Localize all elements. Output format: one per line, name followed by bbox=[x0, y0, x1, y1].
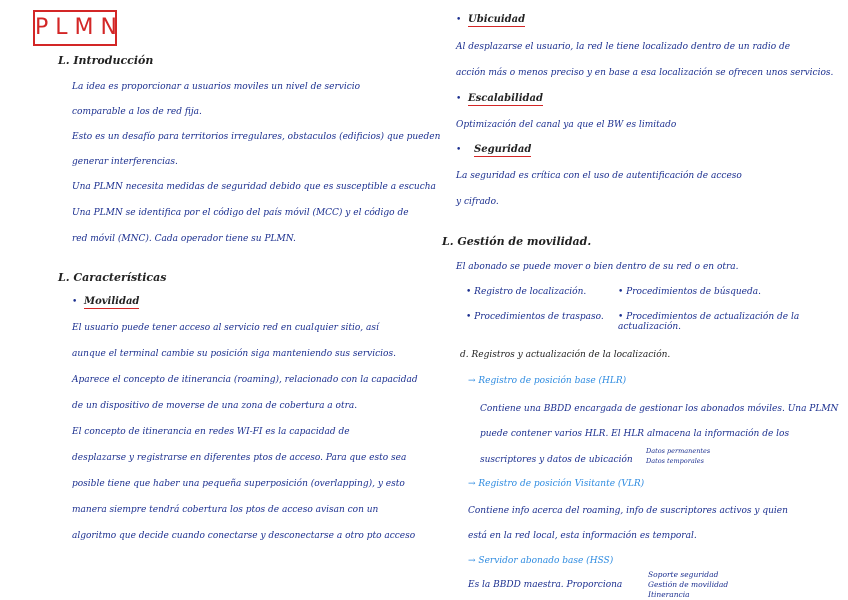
hlr-line: Contiene una BBDD encargada de gestionar los abonados móviles. Una PLMN bbox=[480, 404, 839, 414]
gestion-bullet: • Procedimientos de búsqueda. bbox=[618, 287, 762, 297]
ubicuidad-line: Al desplazarse el usuario, la red le tiene localizado dentro de un radio de bbox=[456, 42, 791, 52]
hlr-line: suscriptores y datos de ubicación bbox=[480, 455, 633, 465]
bullet-icon: • bbox=[72, 297, 78, 307]
gestion-bullet: • Procedimientos de actualización de la actualización. bbox=[618, 312, 800, 332]
vlr-line: está en la red local, esta información es temporal. bbox=[468, 531, 697, 541]
movilidad-line: Aparece el concepto de itinerancia (roaming), relacionado con la capacidad bbox=[72, 375, 418, 385]
bullet-icon: • bbox=[456, 94, 462, 104]
movilidad-line: desplazarse y registrarse en diferentes ptos de acceso. Para que esto sea bbox=[72, 453, 407, 463]
movilidad-line: El usuario puede tener acceso al servicio red en cualquier sitio, así bbox=[72, 323, 379, 333]
characteristics-heading: L. Características bbox=[58, 271, 167, 284]
movilidad-line: aunque el terminal cambie su posición siga manteniendo sus servicios. bbox=[72, 349, 396, 359]
hlr-branch: Datos permanentes bbox=[646, 447, 711, 455]
hss-line: Es la BBDD maestra. Proporciona bbox=[468, 580, 623, 590]
vlr-label: → Registro de posición Visitante (VLR) bbox=[468, 479, 645, 489]
gestion-bullet: • Registro de localización. bbox=[466, 287, 587, 297]
movilidad-line: posible tiene que haber una pequeña superposición (overlapping), y esto bbox=[72, 479, 405, 489]
intro-line: La idea es proporcionar a usuarios moviles un nivel de servicio bbox=[72, 82, 361, 92]
movilidad-line: de un dispositivo de moverse de una zona de cobertura a otra. bbox=[72, 401, 358, 411]
intro-line: red móvil (MNC). Cada operador tiene su PLMN. bbox=[72, 234, 296, 244]
intro-line: generar interferencias. bbox=[72, 157, 178, 167]
hss-branch: Gestión de movilidad bbox=[648, 580, 729, 589]
intro-line: Una PLMN se identifica por el código del país móvil (MCC) y el código de bbox=[72, 208, 409, 218]
escalabilidad-label: Escalabilidad bbox=[468, 93, 543, 104]
registros-heading: d. Registros y actualización de la localización. bbox=[460, 350, 671, 360]
page-title: PLMN bbox=[33, 10, 117, 46]
gestion-bullet: • Procedimientos de traspaso. bbox=[466, 312, 604, 322]
seguridad-line: y cifrado. bbox=[456, 197, 499, 207]
gestion-heading: L. Gestión de movilidad. bbox=[442, 235, 592, 248]
bullet-icon: • bbox=[456, 15, 462, 25]
hss-label: → Servidor abonado base (HSS) bbox=[468, 556, 614, 566]
intro-heading: L. Introducción bbox=[58, 54, 154, 67]
escalabilidad-line: Optimización del canal ya que el BW es limitado bbox=[456, 120, 677, 130]
intro-line: Esto es un desafío para territorios irregulares, obstaculos (edificios) que pueden bbox=[72, 132, 441, 142]
intro-line: comparable a los de red fija. bbox=[72, 107, 202, 117]
hlr-branch: Datos temporales bbox=[646, 457, 704, 465]
ubicuidad-line: acción más o menos preciso y en base a esa localización se ofrecen unos servicios. bbox=[456, 68, 834, 78]
ubicuidad-label: Ubicuidad bbox=[468, 14, 526, 25]
seguridad-label: Seguridad bbox=[474, 144, 532, 155]
hlr-line: puede contener varios HLR. El HLR almacena la información de los bbox=[480, 429, 790, 439]
movilidad-line: algoritmo que decide cuando conectarse y desconectarse a otro pto acceso bbox=[72, 531, 416, 541]
gestion-intro: El abonado se puede mover o bien dentro de su red o en otra. bbox=[456, 262, 739, 272]
hlr-label: → Registro de posición base (HLR) bbox=[468, 376, 627, 386]
vlr-line: Contiene info acerca del roaming, info de suscriptores activos y quien bbox=[468, 506, 788, 516]
movilidad-line: manera siempre tendrá cobertura los ptos de acceso avisan con un bbox=[72, 505, 379, 515]
seguridad-line: La seguridad es crítica con el uso de autentificación de acceso bbox=[456, 171, 742, 181]
intro-line: Una PLMN necesita medidas de seguridad debido que es susceptible a escucha bbox=[72, 182, 436, 192]
hss-branch: Itinerancia bbox=[648, 590, 690, 599]
hss-branch: Soporte seguridad bbox=[648, 570, 719, 579]
movilidad-label: Movilidad bbox=[84, 296, 140, 307]
bullet-icon: • bbox=[456, 145, 462, 155]
movilidad-line: El concepto de itinerancia en redes WI-FI es la capacidad de bbox=[72, 427, 350, 437]
